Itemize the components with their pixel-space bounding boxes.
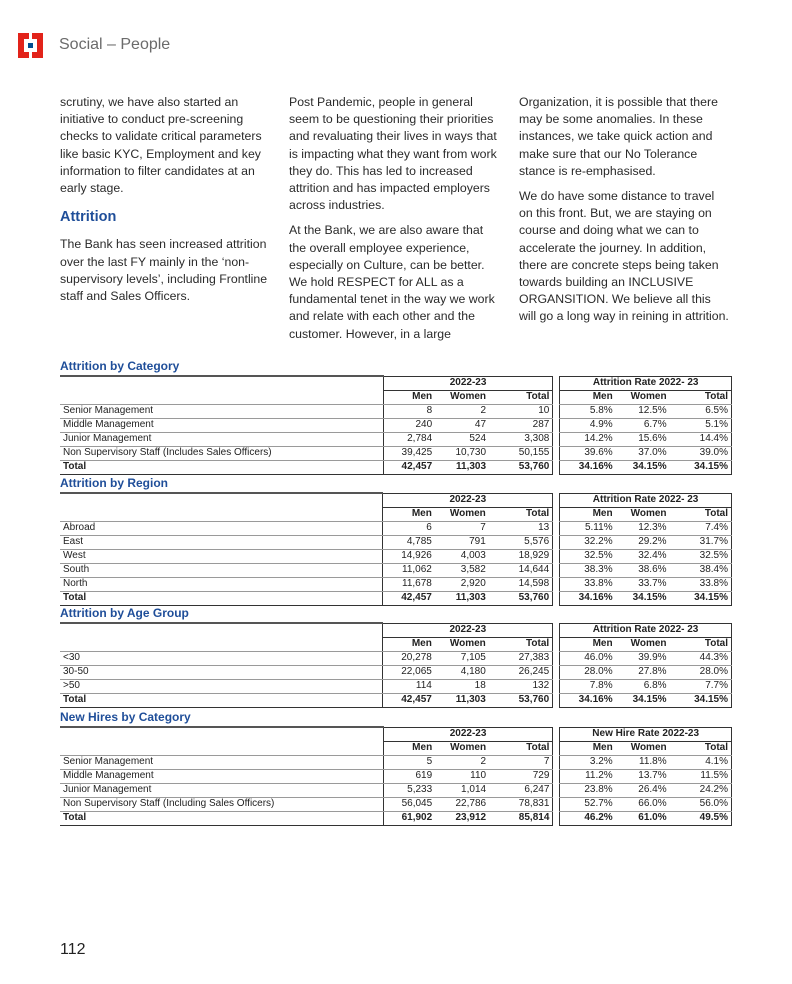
table-cell: 29.2% (616, 535, 670, 549)
row-label: Senior Management (60, 755, 383, 769)
table-row (60, 665, 732, 679)
table-cell: 5 (383, 755, 435, 769)
table-cell: 2,920 (435, 577, 489, 591)
table-cell: 11,303 (435, 460, 489, 474)
column-header: Total (670, 637, 732, 651)
table-cell: 31.7% (670, 535, 732, 549)
table-cell: 619 (383, 769, 435, 783)
table-cell: 39.9% (616, 651, 670, 665)
table-cell: 14.4% (670, 432, 732, 446)
table-cell: 38.3% (560, 563, 616, 577)
data-table (60, 622, 732, 708)
table-cell: 5,233 (383, 783, 435, 797)
table-cell: 34.15% (616, 460, 670, 474)
table-cell: 5,576 (489, 535, 553, 549)
table-cell: 61.0% (616, 811, 670, 825)
data-table (60, 492, 732, 606)
table-cell: 32.5% (670, 549, 732, 563)
table-cell: 3.2% (560, 755, 616, 769)
table-cell: 44.3% (670, 651, 732, 665)
column-header: Women (435, 741, 489, 755)
table-cell: 34.16% (560, 591, 616, 605)
table-cell: 20,278 (383, 651, 435, 665)
table-row (60, 404, 732, 418)
table-cell: 5.1% (670, 418, 732, 432)
table-row (60, 783, 732, 797)
column-header: Women (435, 507, 489, 521)
table-cell: 14,926 (383, 549, 435, 563)
section-title: Social – People (59, 36, 171, 53)
table-cell: 50,155 (489, 446, 553, 460)
total-row (60, 460, 732, 474)
table-cell: 56,045 (383, 797, 435, 811)
table-row (60, 521, 732, 535)
table-cell: 11,303 (435, 693, 489, 707)
table-cell: 14.2% (560, 432, 616, 446)
total-row (60, 811, 732, 825)
column-group-header: New Hire Rate 2022-23 (560, 727, 732, 741)
table-cell: 13 (489, 521, 553, 535)
table-row (60, 679, 732, 693)
column-header: Men (560, 390, 616, 404)
table-cell: 4,003 (435, 549, 489, 563)
table-cell: 27,383 (489, 651, 553, 665)
column-header: Total (670, 390, 732, 404)
table-cell: 13.7% (616, 769, 670, 783)
column-header: Men (560, 637, 616, 651)
table-cell: 6.8% (616, 679, 670, 693)
table-title: Attrition by Age Group (60, 606, 189, 620)
table-cell: 7 (489, 755, 553, 769)
total-row (60, 591, 732, 605)
row-label: Abroad (60, 521, 383, 535)
column-header: Men (383, 507, 435, 521)
table-cell: 114 (383, 679, 435, 693)
table-cell: 53,760 (489, 693, 553, 707)
table-row (60, 549, 732, 563)
table-cell: 32.5% (560, 549, 616, 563)
table-cell: 10 (489, 404, 553, 418)
table-cell: 53,760 (489, 591, 553, 605)
table-cell: 11,678 (383, 577, 435, 591)
table-cell: 1,014 (435, 783, 489, 797)
table-cell: 38.4% (670, 563, 732, 577)
table-cell: 22,065 (383, 665, 435, 679)
table-cell: 6 (383, 521, 435, 535)
table-cell: 4,785 (383, 535, 435, 549)
table-cell: 46.2% (560, 811, 616, 825)
table-cell: 4.1% (670, 755, 732, 769)
table-cell: 39.6% (560, 446, 616, 460)
table-cell: 6.5% (670, 404, 732, 418)
table-cell: 42,457 (383, 460, 435, 474)
table-cell: 34.15% (616, 591, 670, 605)
table-cell: 37.0% (616, 446, 670, 460)
column-group-header: 2022-23 (383, 623, 553, 637)
data-table (60, 375, 732, 475)
table-cell: 18,929 (489, 549, 553, 563)
row-label: Total (60, 693, 383, 707)
column-header: Total (489, 390, 553, 404)
row-label: Senior Management (60, 404, 383, 418)
table-cell: 26.4% (616, 783, 670, 797)
table-row (60, 418, 732, 432)
row-label: <30 (60, 651, 383, 665)
paragraph: At the Bank, we are also aware that the overall employee experience, especially on Culture, can be better. We hold RESPECT for ALL as a fundamental tenet in the way we work and relate with each other and the customer. However, in a large (289, 223, 495, 341)
table-cell: 34.15% (670, 591, 732, 605)
table-cell: 34.15% (670, 693, 732, 707)
column-header: Men (560, 507, 616, 521)
table-cell: 287 (489, 418, 553, 432)
bank-logo (18, 33, 43, 58)
table-cell: 23,912 (435, 811, 489, 825)
column-group-header: 2022-23 (383, 376, 553, 390)
column-header: Total (670, 741, 732, 755)
table-cell: 3,308 (489, 432, 553, 446)
table-row (60, 432, 732, 446)
table-cell: 6.7% (616, 418, 670, 432)
table-cell: 85,814 (489, 811, 553, 825)
table-cell: 26,245 (489, 665, 553, 679)
row-label: Middle Management (60, 418, 383, 432)
table-cell: 12.3% (616, 521, 670, 535)
table-cell: 34.16% (560, 460, 616, 474)
column-header: Women (435, 637, 489, 651)
table-cell: 11.8% (616, 755, 670, 769)
table-cell: 33.8% (670, 577, 732, 591)
table-cell: 46.0% (560, 651, 616, 665)
column-header: Women (616, 507, 670, 521)
data-table (60, 726, 732, 826)
table-row (60, 563, 732, 577)
table-row (60, 535, 732, 549)
table-cell: 4.9% (560, 418, 616, 432)
paragraph: scrutiny, we have also started an initiative to conduct pre-screening checks to validate critical parameters like basic KYC, Employment and key information to filter candidates at an early stage. (60, 95, 262, 196)
column-group-header: Attrition Rate 2022- 23 (560, 493, 732, 507)
table-cell: 524 (435, 432, 489, 446)
table-cell: 24.2% (670, 783, 732, 797)
table-cell: 7,105 (435, 651, 489, 665)
table-cell: 34.16% (560, 693, 616, 707)
table-cell: 7.4% (670, 521, 732, 535)
row-label: South (60, 563, 383, 577)
column-header: Total (489, 637, 553, 651)
table-cell: 8 (383, 404, 435, 418)
table-title: Attrition by Region (60, 476, 168, 490)
row-label: West (60, 549, 383, 563)
table-cell: 53,760 (489, 460, 553, 474)
table-cell: 27.8% (616, 665, 670, 679)
table-cell: 61,902 (383, 811, 435, 825)
table-cell: 23.8% (560, 783, 616, 797)
row-label: Junior Management (60, 432, 383, 446)
column-group-header: 2022-23 (383, 727, 553, 741)
table-cell: 42,457 (383, 591, 435, 605)
row-label: Non Supervisory Staff (Includes Sales Officers) (60, 446, 383, 460)
paragraph: Post Pandemic, people in general seem to be questioning their priorities and revaluating their lives in ways that is impacting what they want from work they do. This has led to increased attrition and has impacted employers across industries. (289, 95, 497, 213)
row-label: North (60, 577, 383, 591)
column-header: Total (489, 507, 553, 521)
table-row (60, 577, 732, 591)
table-cell: 14,644 (489, 563, 553, 577)
table-cell: 39.0% (670, 446, 732, 460)
text-column-2 (289, 94, 499, 351)
table-cell: 22,786 (435, 797, 489, 811)
table-cell: 2,784 (383, 432, 435, 446)
table-cell: 14,598 (489, 577, 553, 591)
row-label: Junior Management (60, 783, 383, 797)
text-column-1 (60, 94, 270, 313)
row-label: Non Supervisory Staff (Including Sales Officers) (60, 797, 383, 811)
column-header: Women (435, 390, 489, 404)
table-cell: 78,831 (489, 797, 553, 811)
table-title: Attrition by Category (60, 359, 180, 373)
column-header: Women (616, 390, 670, 404)
row-label: >50 (60, 679, 383, 693)
column-header: Men (383, 390, 435, 404)
table-row (60, 797, 732, 811)
column-header: Women (616, 741, 670, 755)
table-cell: 791 (435, 535, 489, 549)
table-cell: 132 (489, 679, 553, 693)
table-cell: 5.11% (560, 521, 616, 535)
paragraph: Organization, it is possible that there may be some anomalies. In these instances, we take quick action and make sure that our No Tolerance stance is re-emphasised. (519, 95, 718, 178)
text-column-3 (519, 94, 729, 334)
column-header: Total (670, 507, 732, 521)
table-cell: 39,425 (383, 446, 435, 460)
table-cell: 52.7% (560, 797, 616, 811)
column-group-header: Attrition Rate 2022- 23 (560, 623, 732, 637)
table-cell: 28.0% (670, 665, 732, 679)
table-cell: 11,303 (435, 591, 489, 605)
table-cell: 33.7% (616, 577, 670, 591)
paragraph: The Bank has seen increased attrition over the last FY mainly in the ‘non-supervisory levels’, including Frontline staff and Sales Officers. (60, 237, 268, 304)
table-cell: 28.0% (560, 665, 616, 679)
table-cell: 4,180 (435, 665, 489, 679)
column-header: Men (383, 741, 435, 755)
table-cell: 33.8% (560, 577, 616, 591)
table-cell: 5.8% (560, 404, 616, 418)
table-cell: 15.6% (616, 432, 670, 446)
row-label: East (60, 535, 383, 549)
table-cell: 49.5% (670, 811, 732, 825)
table-cell: 34.15% (670, 460, 732, 474)
table-cell: 12.5% (616, 404, 670, 418)
table-title: New Hires by Category (60, 710, 191, 724)
table-cell: 729 (489, 769, 553, 783)
table-row (60, 769, 732, 783)
table-cell: 32.2% (560, 535, 616, 549)
table-cell: 34.15% (616, 693, 670, 707)
row-label: Total (60, 811, 383, 825)
row-label: Middle Management (60, 769, 383, 783)
table-cell: 66.0% (616, 797, 670, 811)
table-cell: 110 (435, 769, 489, 783)
paragraph: We do have some distance to travel on this front. But, we are staying on course and doing what we can to accelerate the journey. In addition, there are concrete steps being taken towards building an INCLUSIVE ORGANSITION. We believe all this will go a long way in reining in attrition. (519, 189, 729, 324)
table-cell: 7.7% (670, 679, 732, 693)
table-row (60, 651, 732, 665)
table-cell: 11,062 (383, 563, 435, 577)
table-cell: 11.2% (560, 769, 616, 783)
table-cell: 42,457 (383, 693, 435, 707)
column-group-header: Attrition Rate 2022- 23 (560, 376, 732, 390)
table-cell: 2 (435, 755, 489, 769)
column-header: Men (383, 637, 435, 651)
table-cell: 47 (435, 418, 489, 432)
table-cell: 7 (435, 521, 489, 535)
row-label: Total (60, 591, 383, 605)
table-cell: 56.0% (670, 797, 732, 811)
table-cell: 11.5% (670, 769, 732, 783)
column-header: Men (560, 741, 616, 755)
column-group-header: 2022-23 (383, 493, 553, 507)
row-label: Total (60, 460, 383, 474)
table-cell: 38.6% (616, 563, 670, 577)
page-number: 112 (60, 941, 86, 958)
table-cell: 2 (435, 404, 489, 418)
table-row (60, 755, 732, 769)
table-cell: 32.4% (616, 549, 670, 563)
table-cell: 3,582 (435, 563, 489, 577)
table-cell: 18 (435, 679, 489, 693)
total-row (60, 693, 732, 707)
table-cell: 10,730 (435, 446, 489, 460)
column-header: Women (616, 637, 670, 651)
attrition-heading: Attrition (60, 209, 117, 226)
row-label: 30-50 (60, 665, 383, 679)
table-row (60, 446, 732, 460)
table-cell: 240 (383, 418, 435, 432)
table-cell: 6,247 (489, 783, 553, 797)
column-header: Total (489, 741, 553, 755)
table-cell: 7.8% (560, 679, 616, 693)
